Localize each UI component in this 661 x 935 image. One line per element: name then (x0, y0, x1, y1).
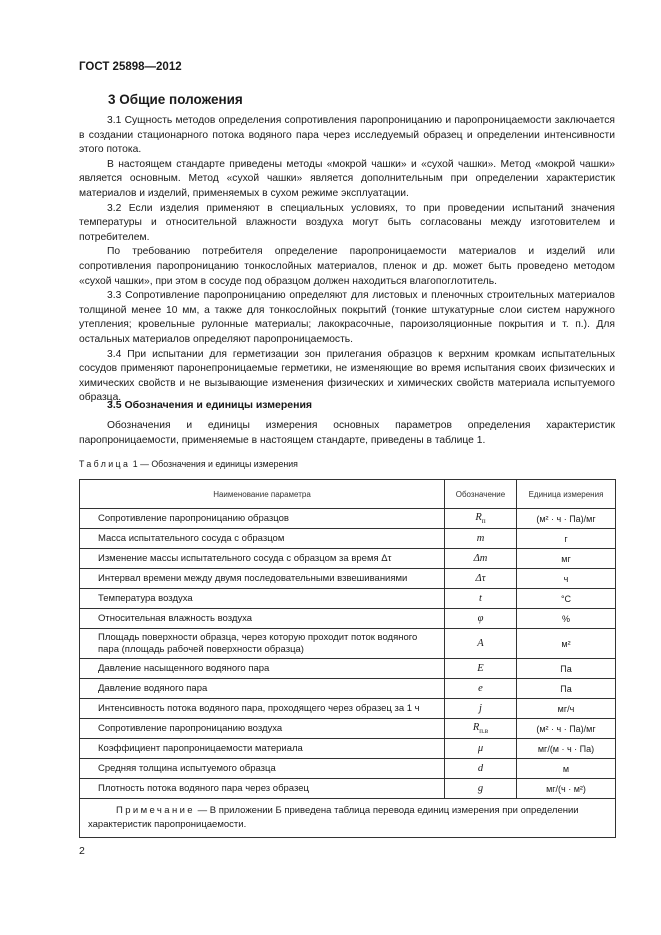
table-row (80, 589, 616, 609)
parameter-symbol (445, 549, 517, 569)
parameter-unit: (м² · ч · Па)/мг (517, 719, 616, 739)
paragraph: 3.2 Если изделия применяют в специальных условиях, то при проведении испытаний значения температуры и относительной влажности воздуха могут быть согласованы между изготовителем и потребителем. (79, 202, 615, 243)
parameter-unit: м² (517, 629, 616, 659)
symbol-text: Δm (473, 553, 488, 564)
parameter-unit: (м² · ч · Па)/мг (517, 509, 616, 529)
parameter-name: Давление насыщенного водяного пара (80, 659, 445, 679)
parameter-symbol (445, 759, 517, 779)
table-row (80, 699, 616, 719)
subsection-body (79, 419, 615, 448)
parameter-name: Давление водяного пара (80, 679, 445, 699)
table-row (80, 629, 616, 659)
symbol-text: R (475, 511, 482, 523)
parameter-unit: °С (517, 589, 616, 609)
paragraph: По требованию потребителя определение паропроницаемости материалов и изделий или сопротивления паропроницанию тонкослойных материалов, пленок и др. может быть проведено методом «сухой чашки», при этом в сосуде под образцом должен находиться влагопоглотитель. (79, 246, 615, 287)
parameter-symbol (445, 609, 517, 629)
parameter-name: Коэффициент паропроницаемости материала (80, 739, 445, 759)
paragraph: 3.3 Сопротивление паропроницанию определяют для листовых и пленочных строительных материалов толщиной менее 10 мм, а также для тонкослойных покрытий (тонкие штукатурные слои систем наружного утепления; кровельные рулонные материалы; лакокрасочные, пароизоляционные покрытия и т. п.). Для остальных материалов определяют паропроницаемость. (79, 290, 615, 345)
table-row (80, 569, 616, 589)
symbol-subscript: п (481, 517, 486, 526)
parameter-unit: мг (517, 549, 616, 569)
parameter-symbol (445, 659, 517, 679)
parameter-symbol (445, 719, 517, 739)
section-title: 3 Общие положения (108, 92, 243, 107)
parameter-symbol (445, 679, 517, 699)
paragraph: Обозначения и единицы измерения основных параметров определения характеристик паропроницаемости, применяемые в настоящем стандарте, приведены в таблице 1. (79, 420, 615, 446)
page-number: 2 (79, 845, 85, 857)
column-header-symbol: Обозначение (445, 480, 517, 509)
table-row (80, 549, 616, 569)
standard-header: ГОСТ 25898—2012 (79, 61, 182, 73)
symbol-text: Δτ (475, 573, 486, 584)
symbol-text: E (477, 663, 484, 674)
table-row (80, 659, 616, 679)
parameter-symbol (445, 529, 517, 549)
symbol-text: j (479, 703, 482, 714)
parameter-name: Сопротивление паропроницанию воздуха (80, 719, 445, 739)
parameter-name: Изменение массы испытательного сосуда с образцом за время Δτ (80, 549, 445, 569)
table-note-row (80, 799, 616, 838)
parameter-name: Интенсивность потока водяного пара, проходящего через образец за 1 ч (80, 699, 445, 719)
parameter-unit: м (517, 759, 616, 779)
parameter-name: Относительная влажность воздуха (80, 609, 445, 629)
parameter-symbol (445, 569, 517, 589)
subsection-title: 3.5 Обозначения и единицы измерения (107, 399, 313, 411)
paragraph: 3.1 Сущность методов определения сопротивления паропроницанию и паропроницаемости заключается в создании стационарного потока водяного пара через исследуемый образец и определении интенсивности этого потока. (79, 115, 615, 156)
table-row (80, 759, 616, 779)
parameter-unit: % (517, 609, 616, 629)
symbol-text: R (472, 721, 480, 733)
parameter-name: Плотность потока водяного пара через образец (80, 779, 445, 799)
table-row (80, 719, 616, 739)
parameter-unit: мг/(м · ч · Па) (517, 739, 616, 759)
symbol-text: m (476, 533, 485, 544)
parameter-unit: ч (517, 569, 616, 589)
parameter-name: Средняя толщина испытуемого образца (80, 759, 445, 779)
table-caption-text: 1 — Обозначения и единицы измерения (130, 459, 298, 469)
table-row (80, 509, 616, 529)
parameter-name: Сопротивление паропроницанию образцов (80, 509, 445, 529)
table-header-row (80, 480, 616, 509)
parameter-name: Масса испытательного сосуда с образцом (80, 529, 445, 549)
column-header-unit: Единица измерения (517, 480, 616, 509)
parameter-unit: Па (517, 679, 616, 699)
symbol-subscript: п.в (479, 727, 489, 736)
table-row (80, 679, 616, 699)
parameter-unit: мг/(ч · м²) (517, 779, 616, 799)
parameter-unit: Па (517, 659, 616, 679)
parameter-symbol (445, 589, 517, 609)
parameter-symbol (445, 699, 517, 719)
symbol-text: μ (477, 743, 484, 754)
note-text: — В приложении Б приведена таблица перевода единиц измерения при определении характеристик паропроницаемости. (88, 805, 579, 830)
symbol-text: d (477, 763, 484, 774)
parameter-symbol (445, 509, 517, 529)
table-note (80, 799, 616, 838)
parameter-name: Интервал времени между двумя последовательными взвешиваниями (80, 569, 445, 589)
table-caption (79, 459, 298, 469)
parameter-name: Температура воздуха (80, 589, 445, 609)
symbol-text: A (477, 638, 484, 649)
parameter-symbol (445, 629, 517, 659)
parameters-table (79, 479, 616, 838)
symbol-text: e (478, 683, 483, 694)
symbol-text: t (479, 593, 482, 604)
parameter-name: Площадь поверхности образца, через которую проходит поток водяного пара (площадь рабочей поверхности образца) (80, 629, 445, 659)
paragraph: 3.4 При испытании для герметизации зон прилегания образцов к верхним кромкам испытательных сосудов применяют паронепроницаемые герметики, не изменяющие во время испытания своих физических и химических свойств и не вызывающие изменения физических и химических свойств материала испытуемого образца. (79, 348, 615, 404)
table-row (80, 609, 616, 629)
column-header-parameter: Наименование параметра (80, 480, 445, 509)
table-row (80, 529, 616, 549)
symbol-text: φ (477, 613, 484, 624)
parameter-symbol (445, 739, 517, 759)
table-caption-prefix: Таблица (79, 459, 131, 469)
parameter-unit: г (517, 529, 616, 549)
parameter-unit: мг/ч (517, 699, 616, 719)
paragraph: В настоящем стандарте приведены методы «мокрой чашки» и «сухой чашки». Метод «мокрой чашки» является основным. Метод «сухой чашки» является дополнительным при определении характеристик материалов и изделий, применяемых в сухом режиме эксплуатации. (79, 158, 615, 199)
table-row (80, 779, 616, 799)
parameter-symbol (445, 779, 517, 799)
note-prefix: Примечание (116, 805, 195, 816)
symbol-text: g (477, 783, 484, 794)
table-row (80, 739, 616, 759)
section-body (79, 114, 615, 406)
